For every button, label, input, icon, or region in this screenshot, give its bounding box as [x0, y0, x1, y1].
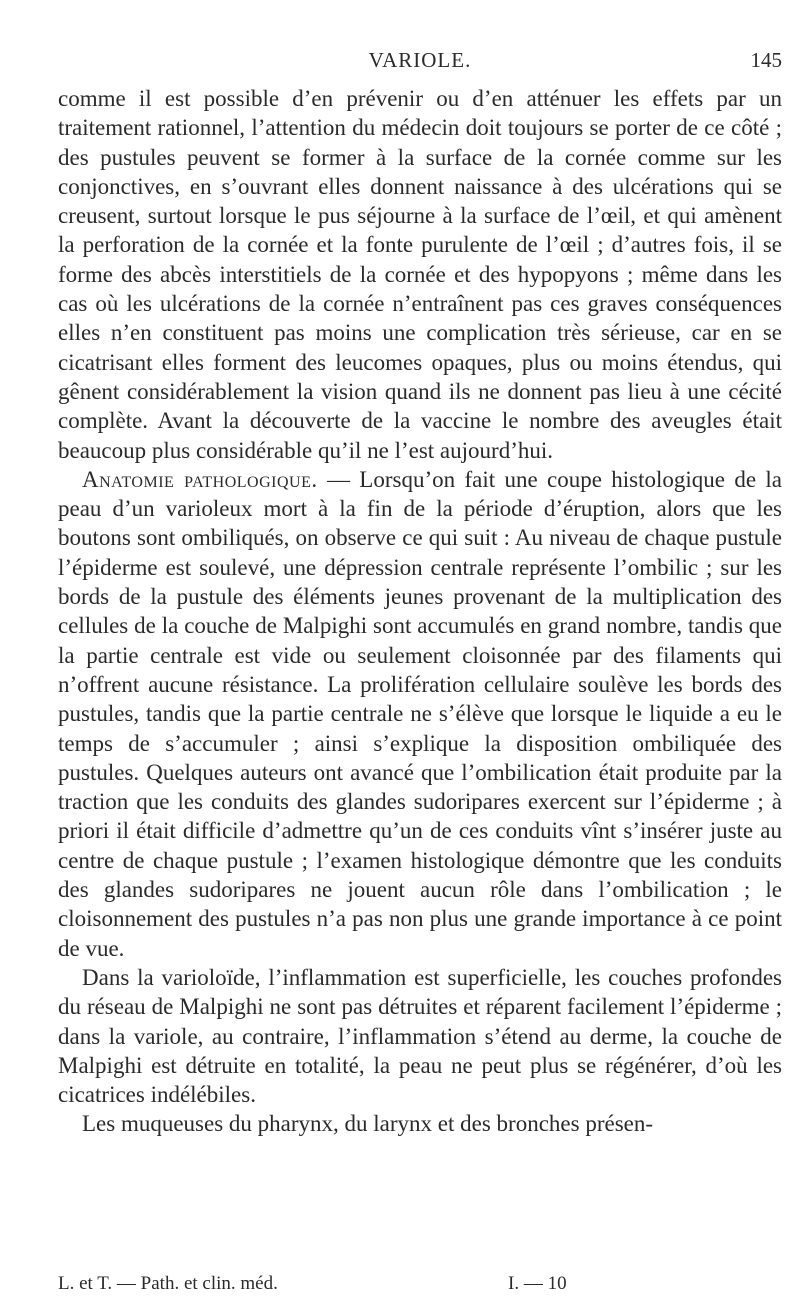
paragraph-4: Les muqueuses du pharynx, du larynx et des bronches présen- — [82, 1111, 654, 1137]
paragraph-2-text: — Lorsqu’on fait une coupe histologique de la peau d’un varioleux mort à la fin de la période d’éruption, alors que les boutons sont ombiliqués, on observe ce qui suit : Au niveau de chaque pustule l’épiderme est soulevé, une dépression centrale représente l’ombilic ; sur les bords de la pustule des éléments jeunes provenant de la multiplication des cellules de la couche de Malpighi sont accumulés en grand nombre, tandis que la partie centrale est vide ou seulement cloisonnée par des filaments qui n’offrent aucune résistance. La prolifération cellulaire soulève les bords des pustules, tandis que la partie centrale ne s’élève que lorsque le liquide a eu le temps de s’accumuler ; ainsi s’explique la disposition ombiliquée des pustules. Quelques auteurs ont avancé que l’ombilication était produite par la traction que les conduits des glandes sudoripares exercent sur l’épiderme ; à priori il était difficile d’admettre qu’un de ces conduits vînt s’insérer juste au centre de chaque pustule ; l’examen histologique démontre que les conduits des glandes sudoripares ne jouent aucun rôle dans l’ombilication ; le cloisonnement des pustules n’a pas non plus une grande importance à ce point de vue. — [58, 466, 782, 961]
footer-sheet-mark: I. — 10 — [508, 1273, 567, 1294]
running-title: VARIOLE. — [368, 48, 472, 72]
paragraph-2 — [58, 465, 782, 963]
page-header — [58, 48, 782, 76]
page-number: 145 — [750, 48, 782, 72]
paragraph-1: comme il est possible d’en prévenir ou d’en atténuer les effets par un traitement rationnel, l’attention du médecin doit toujours se porter de ce côté ; des pustules peuvent se former à la surface de la cornée comme sur les conjonctives, en s’ouvrant elles donnent naissance à des ulcérations qui se creusent, surtout lorsque le pus séjourne à la surface de l’œil, et qui amènent la perforation de la cornée et la fonte purulente de l’œil ; d’autres fois, il se forme des abcès interstitiels de la cornée et des hypopyons ; même dans les cas où les ulcérations de la cornée n’entraînent pas ces graves conséquences elles n’en constituent pas moins une complication très sérieuse, car en se cicatrisant elles forment des leucomes opaques, plus ou moins étendus, qui gênent considérablement la vision quand ils ne donnent pas lieu à une cécité complète. Avant la découverte de la vaccine le nombre des aveugles était beaucoup plus considérable qu’il ne l’est aujourd’hui. — [58, 86, 782, 463]
section-heading: Anatomie pathologique. — [82, 466, 318, 492]
footer-signature: L. et T. — Path. et clin. méd. — [58, 1273, 278, 1294]
paragraph-3: Dans la varioloïde, l’inflammation est superficielle, les couches profondes du réseau de Malpighi ne sont pas détruites et réparent facilement l’épiderme ; dans la variole, au contraire, l’inflammation s’étend au derme, la couche de Malpighi est détruite en totalité, la peau ne peut plus se régénérer, d’où les cicatrices indélébiles. — [58, 964, 782, 1108]
page-footer — [58, 1273, 782, 1299]
body-text — [58, 84, 782, 1139]
